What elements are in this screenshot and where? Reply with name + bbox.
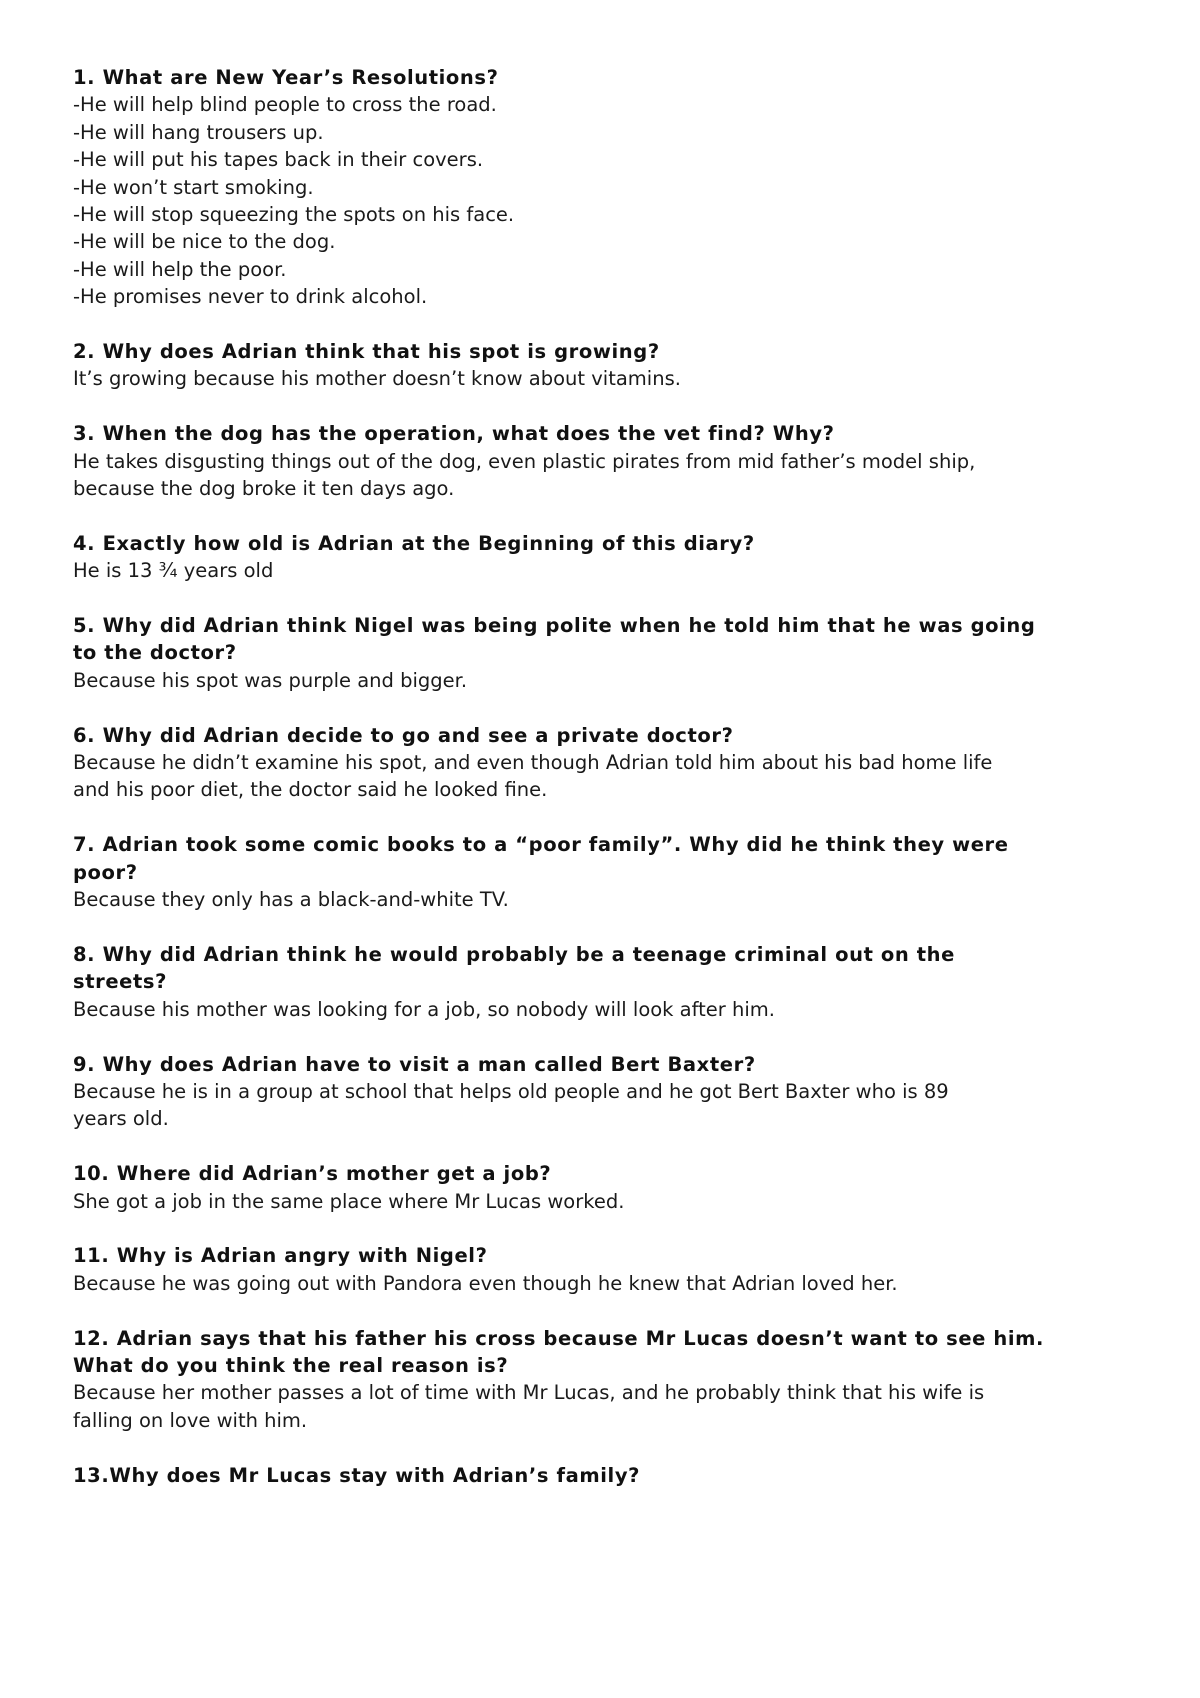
answer-text: years old. <box>73 1107 169 1131</box>
question-text: 13.Why does Mr Lucas stay with Adrian’s family? <box>73 1463 641 1487</box>
answer-text: -He will stop squeezing the spots on his face. <box>73 203 515 227</box>
question-text: 11. Why is Adrian angry with Nigel? <box>73 1244 488 1268</box>
question-item <box>73 1160 1153 1215</box>
answer-text: -He will help blind people to cross the road. <box>73 93 497 117</box>
question-item <box>73 1242 1153 1297</box>
question-item <box>73 722 1153 804</box>
answer-text: -He will hang trousers up. <box>73 120 324 144</box>
answer-text: Because his mother was looking for a job, so nobody will look after him. <box>73 997 775 1021</box>
question-item <box>73 941 1153 1023</box>
question-text: What do you think the real reason is? <box>73 1353 509 1377</box>
answer-text: -He promises never to drink alcohol. <box>73 285 428 309</box>
answer-text: It’s growing because his mother doesn’t know about vitamins. <box>73 367 681 391</box>
answer-text: Because he is in a group at school that helps old people and he got Bert Baxter who is 89 <box>73 1079 949 1103</box>
document-body <box>73 64 1153 1516</box>
question-text: 4. Exactly how old is Adrian at the Beginning of this diary? <box>73 531 755 555</box>
question-text: 12. Adrian says that his father his cross because Mr Lucas doesn’t want to see him. <box>73 1326 1045 1350</box>
question-item <box>73 64 1153 311</box>
answer-text: Because her mother passes a lot of time with Mr Lucas, and he probably think that his wife is <box>73 1381 985 1405</box>
question-text: 7. Adrian took some comic books to a “poor family”. Why did he think they were <box>73 833 1009 857</box>
question-text: streets? <box>73 970 168 994</box>
answer-text: falling on love with him. <box>73 1408 308 1432</box>
question-item <box>73 420 1153 502</box>
question-text: poor? <box>73 860 138 884</box>
answer-text: She got a job in the same place where Mr Lucas worked. <box>73 1189 625 1213</box>
question-text: 2. Why does Adrian think that his spot is growing? <box>73 340 660 364</box>
question-text: 9. Why does Adrian have to visit a man called Bert Baxter? <box>73 1052 756 1076</box>
answer-text: Because his spot was purple and bigger. <box>73 668 468 692</box>
question-item <box>73 338 1153 393</box>
answer-text: He is 13 ¾ years old <box>73 559 274 583</box>
question-text: 10. Where did Adrian’s mother get a job? <box>73 1162 552 1186</box>
question-item <box>73 530 1153 585</box>
question-text: 8. Why did Adrian think he would probably be a teenage criminal out on the <box>73 942 955 966</box>
answer-text: -He will be nice to the dog. <box>73 230 336 254</box>
answer-text: -He won’t start smoking. <box>73 175 314 199</box>
question-text: 1. What are New Year’s Resolutions? <box>73 66 499 89</box>
question-item <box>73 1462 1153 1489</box>
answer-text: because the dog broke it ten days ago. <box>73 477 455 501</box>
answer-text: -He will help the poor. <box>73 257 287 281</box>
question-item <box>73 1051 1153 1133</box>
question-item <box>73 1325 1153 1435</box>
question-text: 6. Why did Adrian decide to go and see a private doctor? <box>73 723 734 747</box>
answer-text: -He will put his tapes back in their covers. <box>73 148 484 172</box>
question-text: to the doctor? <box>73 641 237 665</box>
answer-text: He takes disgusting things out of the dog, even plastic pirates from mid father’s model ship, <box>73 449 976 473</box>
question-item <box>73 831 1153 913</box>
question-text: 5. Why did Adrian think Nigel was being polite when he told him that he was going <box>73 614 1036 638</box>
answer-text: Because he was going out with Pandora even though he knew that Adrian loved her. <box>73 1271 898 1295</box>
answer-text: and his poor diet, the doctor said he looked fine. <box>73 778 548 802</box>
answer-text: Because he didn’t examine his spot, and even though Adrian told him about his bad home life <box>73 751 993 775</box>
answer-text: Because they only has a black-and-white TV. <box>73 888 509 912</box>
question-text: 3. When the dog has the operation, what does the vet find? Why? <box>73 422 835 446</box>
question-item <box>73 612 1153 694</box>
